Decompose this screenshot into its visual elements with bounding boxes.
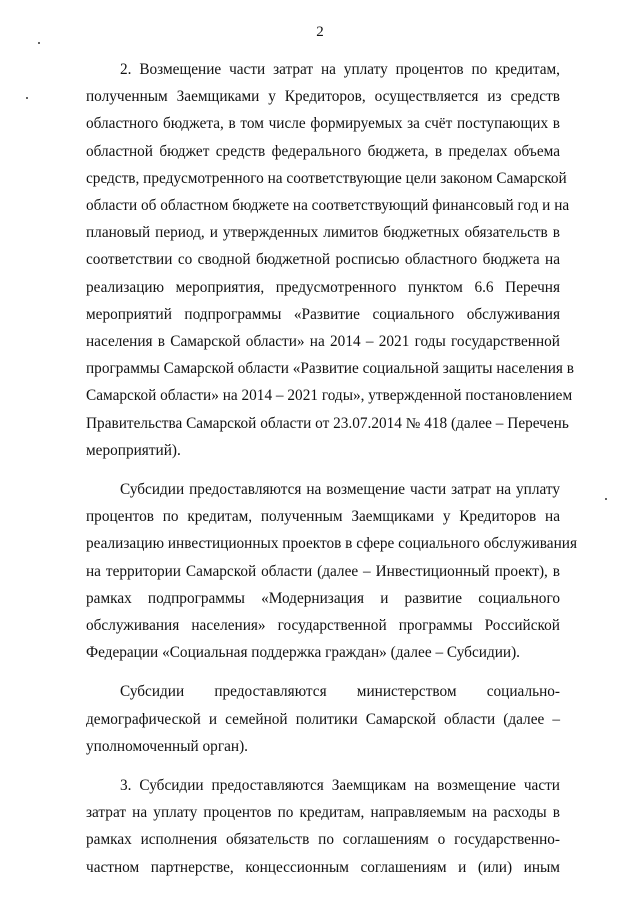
text-line: демографической и семейной политики Самарской области (далее – (86, 710, 560, 728)
document-body (86, 56, 577, 881)
text-line: рамках исполнения обязательств по соглашениям о государственно- (86, 831, 560, 849)
paragraph (86, 772, 560, 881)
text-line: средств, предусмотренного на соответствующие цели законом Самарской (86, 169, 567, 187)
scan-speck (26, 97, 28, 99)
text-line: на территории Самарской области (далее – Инвестиционный проект), в (86, 562, 560, 580)
text-line: программы Самарской области «Развитие социальной защиты населения в (86, 360, 574, 378)
scan-speck (38, 42, 40, 44)
text-line: реализацию мероприятия, предусмотренного пунктом 6.6 Перечня (86, 278, 560, 296)
paragraph (86, 476, 577, 666)
text-line: области об областном бюджете на соответствующий финансовый год и на (86, 197, 570, 215)
text-line: 3. Субсидии предоставляются Заемщикам на возмещение части (120, 777, 560, 795)
scan-speck (605, 498, 607, 500)
paragraph (86, 678, 560, 760)
text-line: процентов по кредитам, полученным Заемщиками у Кредиторов на (86, 508, 560, 526)
text-line: реализацию инвестиционных проектов в сфере социального обслуживания (86, 535, 577, 553)
text-line: плановый период, и утвержденных лимитов бюджетных обязательств в (86, 224, 560, 242)
text-line: Самарской области» на 2014 – 2021 годы», утвержденной постановлением (86, 387, 573, 405)
text-line: мероприятий). (86, 441, 181, 459)
paragraph (86, 56, 574, 464)
text-line: рамках подпрограммы «Модернизация и развитие социального (86, 589, 560, 607)
page-number: 2 (316, 24, 324, 40)
text-line: уполномоченный орган). (86, 737, 248, 755)
text-line: мероприятий подпрограммы «Развитие социального обслуживания (86, 305, 560, 323)
text-line: областной бюджет средств федерального бюджета, в пределах объема (86, 142, 560, 160)
text-line: Субсидии предоставляются на возмещение части затрат на уплату (120, 481, 560, 499)
text-line: полученным Заемщиками у Кредиторов, осуществляется из средств (86, 88, 560, 106)
text-line: частном партнерстве, концессионным соглашениям и (или) иным (86, 858, 560, 876)
text-line: затрат на уплату процентов по кредитам, направляемым на расходы в (86, 804, 560, 822)
text-line: соответствии со сводной бюджетной росписью областного бюджета на (86, 251, 560, 269)
text-line: обслуживания населения» государственной программы Российской (86, 617, 560, 635)
text-line: населения в Самарской области» на 2014 – 2021 годы государственной (86, 333, 560, 351)
text-line: 2. Возмещение части затрат на уплату процентов по кредитам, (120, 61, 560, 78)
text-line: областного бюджета, в том числе формируемых за счёт поступающих в (86, 115, 560, 133)
text-line: Правительства Самарской области от 23.07.2014 № 418 (далее – Перечень (86, 414, 569, 432)
text-line: Федерации «Социальная поддержка граждан» (далее – Субсидии). (86, 644, 521, 662)
text-line: Субсидии предоставляются министерством социально- (120, 683, 560, 701)
